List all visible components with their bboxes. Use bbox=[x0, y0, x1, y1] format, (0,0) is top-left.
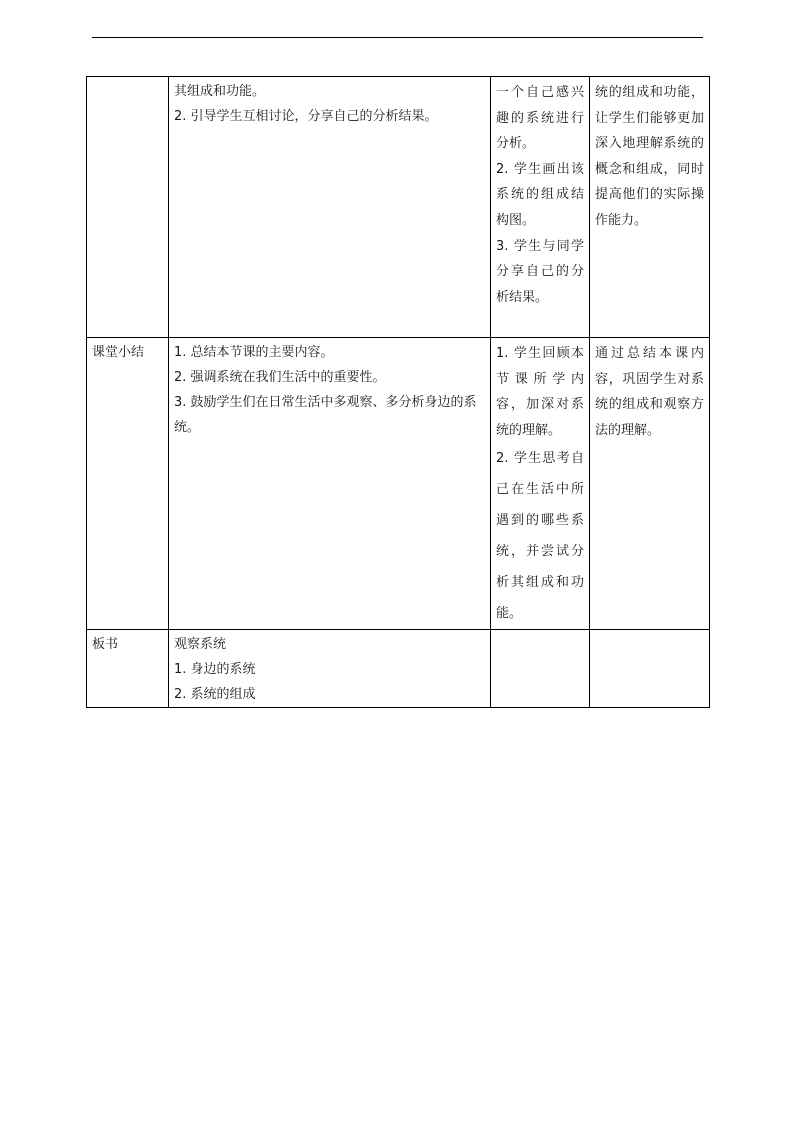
board-line: 1. 身边的系统 bbox=[174, 662, 256, 678]
design-intent-cell bbox=[590, 338, 710, 630]
teacher-activity-line: 1. 总结本节课的主要内容。 bbox=[174, 345, 334, 360]
design-intent-text: 通过总结本课内容，巩固学生对系统的组成和观察方法的理解。 bbox=[595, 346, 704, 438]
section-label-cell bbox=[87, 77, 169, 338]
teacher-activity-line: 其组成和功能。 bbox=[174, 84, 266, 99]
section-label-cell bbox=[87, 630, 169, 708]
table-row bbox=[87, 338, 710, 630]
student-activity-cell bbox=[491, 630, 590, 708]
teacher-activity-cell bbox=[169, 77, 491, 338]
teacher-activity-line: 3. 鼓励学生们在日常生活中多观察、多分析身边的系统。 bbox=[174, 395, 477, 435]
student-activity-line: 2. 学生思考自己在生活中所遇到的哪些系统，并尝试分析其组成和功能。 bbox=[496, 451, 584, 622]
lesson-plan-table bbox=[86, 76, 710, 708]
student-activity-line: 1. 学生回顾本节课所学内容，加深对系统的理解。 bbox=[496, 346, 584, 438]
board-line: 2. 系统的组成 bbox=[174, 687, 256, 703]
student-activity-line: 2. 学生画出该系统的组成结构图。 bbox=[496, 161, 584, 228]
teacher-activity-cell bbox=[169, 338, 491, 630]
design-intent-text: 统的组成和功能，让学生们能够更加深入地理解系统的概念和组成，同时提高他们的实际操作能力。 bbox=[595, 85, 704, 228]
section-label-cell bbox=[87, 338, 169, 630]
table-row bbox=[87, 630, 710, 708]
board-title: 观察系统 bbox=[174, 637, 227, 653]
student-activity-line: 一个自己感兴趣的系统进行分析。 bbox=[496, 85, 584, 152]
header-rule bbox=[92, 37, 703, 38]
student-activity-line: 3. 学生与同学分享自己的分析结果。 bbox=[496, 238, 584, 305]
teacher-activity-line: 2. 强调系统在我们生活中的重要性。 bbox=[174, 370, 386, 385]
section-label bbox=[92, 77, 163, 79]
student-activity-cell bbox=[491, 338, 590, 630]
teacher-activity-line: 2. 引导学生互相讨论，分享自己的分析结果。 bbox=[174, 109, 438, 124]
design-intent-cell bbox=[590, 630, 710, 708]
section-label: 板书 bbox=[92, 637, 119, 653]
student-activity-cell bbox=[491, 77, 590, 338]
table-row bbox=[87, 77, 710, 338]
design-intent-cell bbox=[590, 77, 710, 338]
teacher-activity-cell bbox=[169, 630, 491, 708]
section-label: 课堂小结 bbox=[92, 345, 145, 360]
